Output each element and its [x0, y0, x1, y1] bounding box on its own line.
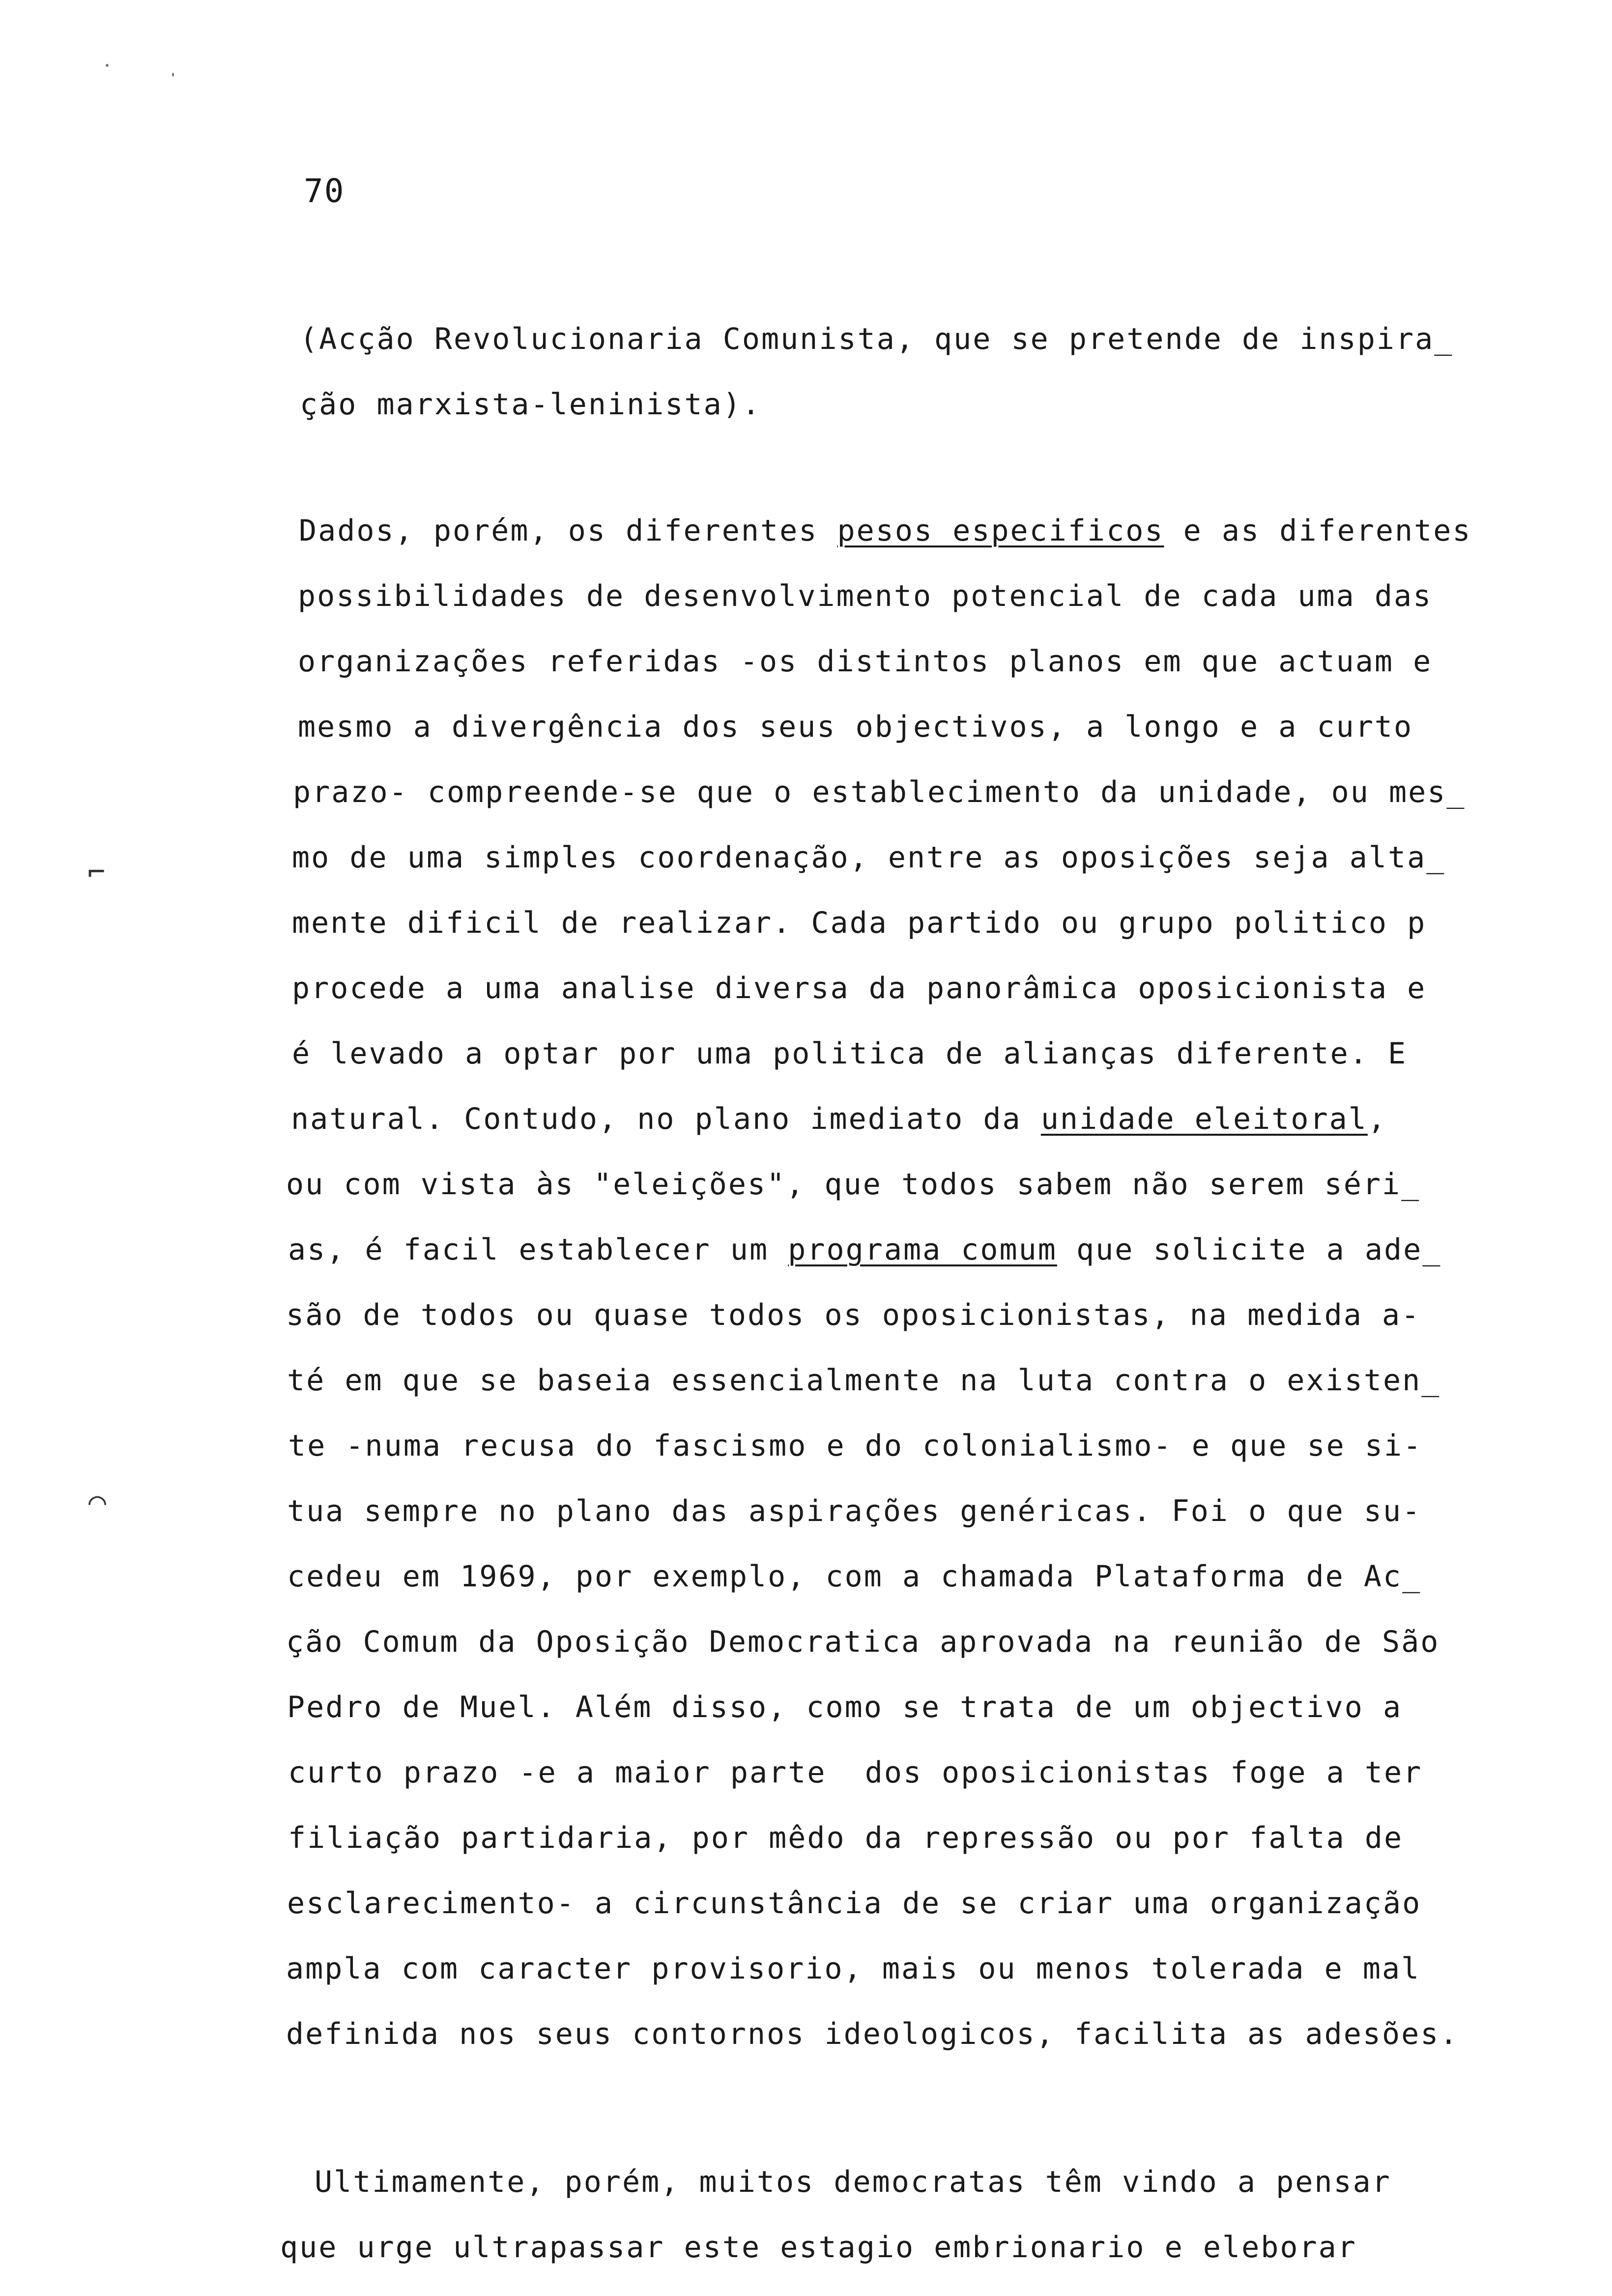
page-number: 70 — [304, 172, 345, 210]
text-line: mo de uma simples coordenação, entre as oposições seja alta_ — [292, 840, 1446, 875]
text-line: natural. Contudo, no plano imediato da unidade eleitoral, — [291, 1102, 1387, 1136]
text-line: cedeu em 1969, por exemplo, com a chamada Plataforma de Ac_ — [287, 1559, 1422, 1594]
text-line: Dados, porém, os diferentes pesos especificos e as diferentes — [299, 514, 1472, 548]
text-line: Pedro de Muel. Além disso, como se trata de um objectivo a — [287, 1690, 1403, 1724]
text-line: é levado a optar por uma politica de alianças diferente. E — [292, 1036, 1408, 1071]
text-line: ção Comum da Oposição Democratica aprovada na reunião de São — [286, 1625, 1440, 1659]
scan-speck — [106, 64, 109, 67]
text-line: tua sempre no plano das aspirações genéricas. Foi o que su- — [287, 1494, 1422, 1528]
text-line: té em que se baseia essencialmente na luta contra o existen_ — [287, 1363, 1441, 1398]
text-line: ampla com caracter provisorio, mais ou menos tolerada e mal — [286, 1952, 1421, 1986]
text-line: definida nos seus contornos ideologicos, facilita as adesões. — [286, 2017, 1459, 2051]
text-line: que urge ultrapassar este estagio embrionario e eleborar — [280, 2230, 1357, 2265]
text-line: Ultimamente, porém, muitos democratas têm vindo a pensar — [315, 2165, 1391, 2199]
underlined-phrase: programa comum — [788, 1233, 1057, 1267]
text-line: ou com vista às "eleições", que todos sabem não serem séri_ — [286, 1167, 1421, 1202]
text-line: esclarecimento- a circunstância de se criar uma organização — [287, 1886, 1422, 1921]
text-line: possibilidades de desenvolvimento potencial de cada uma das — [298, 579, 1433, 613]
text-line: curto prazo -e a maior parte dos oposicionistas foge a ter — [288, 1755, 1423, 1790]
text-line: (Acção Revolucionaria Comunista, que se pretende de inspira_ — [300, 322, 1454, 356]
margin-mark: ⌐ — [87, 855, 106, 890]
text-line: te -numa recusa do fascismo e do colonialismo- e que se si- — [288, 1429, 1423, 1463]
text-line: mesmo a divergência dos seus objectivos, a longo e a curto — [298, 710, 1413, 744]
text-line: organizações referidas -os distintos planos em que actuam e — [298, 644, 1433, 679]
text-line: ção marxista-leninista). — [300, 387, 761, 422]
text-line: as, é facil establecer um programa comum que solicite a ade_ — [288, 1233, 1442, 1267]
text-line: procede a uma analise diversa da panorâmica oposicionista e — [292, 971, 1427, 1005]
scan-speck — [172, 73, 174, 77]
underlined-phrase: pesos especificos — [837, 514, 1164, 548]
text-line: prazo- compreende-se que o establecimento da unidade, ou mes_ — [293, 775, 1466, 809]
text-line: são de todos ou quase todos os oposicionistas, na medida a- — [286, 1298, 1421, 1332]
text-line: mente dificil de realizar. Cada partido ou grupo politico p — [292, 906, 1427, 940]
underlined-phrase: unidade eleitoral — [1040, 1102, 1368, 1136]
margin-mark: ⌒ — [88, 1484, 107, 1519]
text-line: filiação partidaria, por mêdo da repressão ou por falta de — [288, 1821, 1404, 1855]
